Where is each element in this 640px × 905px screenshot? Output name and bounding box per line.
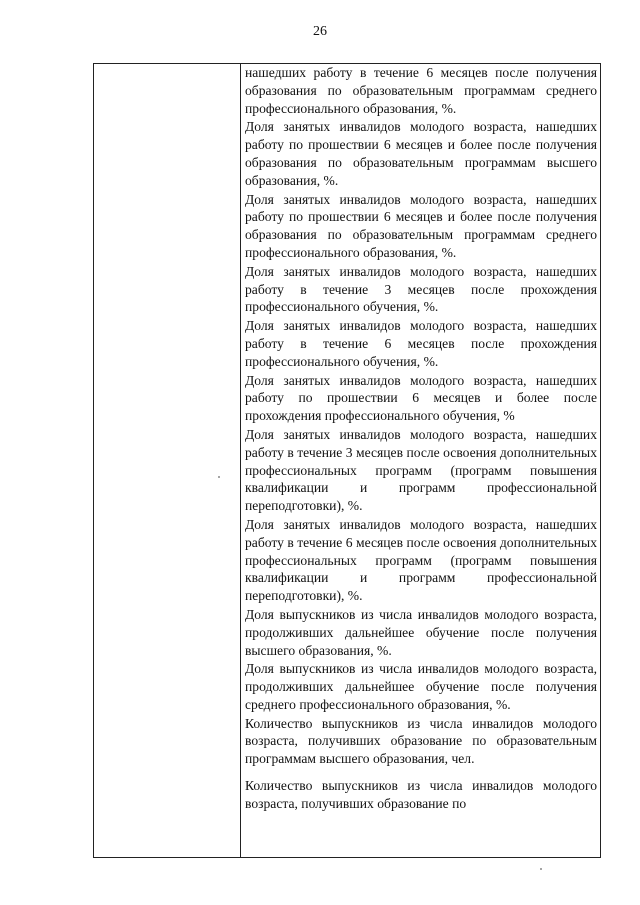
indicator-text: Доля занятых инвалидов молодого возраста, нашедших работу в течение 6 месяцев после освоения дополнительных профессиональных программ (программ повышения квалификации и программ профессиональной переподготовки), %.: [245, 516, 597, 604]
scan-speck: [218, 476, 220, 478]
indicator-text: Доля занятых инвалидов молодого возраста, нашедших работу в течение 3 месяцев после прохождения профессионального обучения, %.: [245, 263, 597, 315]
indicator-text: Доля занятых инвалидов молодого возраста, нашедших работу в течение 3 месяцев после освоения дополнительных профессиональных программ (программ повышения квалификации и программ профессиональной переподготовки), %.: [245, 426, 597, 514]
indicator-text: Доля выпускников из числа инвалидов молодого возраста, продолживших дальнейшее обучение после получения среднего профессионального образования, %.: [245, 661, 597, 712]
page-number: 26: [313, 24, 327, 39]
indicator-text: Доля занятых инвалидов молодого возраста, нашедших работу в течение 6 месяцев после прохождения профессионального обучения, %.: [245, 318, 597, 369]
indicator-text: Доля занятых инвалидов молодого возраста, нашедших работу по прошествии 6 месяцев и более после прохождения профессионального обучения, %: [245, 372, 597, 424]
indicator-text: Количество выпускников из числа инвалидов молодого возраста, получивших образование по образовательным программам высшего образования, чел.: [245, 715, 597, 767]
scan-speck: [540, 868, 542, 870]
table-left-column: [94, 64, 241, 857]
indicator-text: Доля занятых инвалидов молодого возраста, нашедших работу по прошествии 6 месяцев и более после получения образования по образовательным программам среднего профессионального образования, %.: [245, 191, 597, 260]
table-right-column: [242, 64, 600, 857]
indicator-text: Количество выпускников из числа инвалидов молодого возраста, получивших образование по: [245, 778, 597, 811]
indicator-table: [93, 63, 601, 858]
indicator-text: нашедших работу в течение 6 месяцев после получения образования по образовательным программам среднего профессионального образования, %.: [245, 65, 597, 116]
indicator-text: Доля занятых инвалидов молодого возраста, нашедших работу по прошествии 6 месяцев и более после получения образования по образовательным программам высшего образования, %.: [245, 119, 597, 188]
indicator-text: Доля выпускников из числа инвалидов молодого возраста, продолживших дальнейшее обучение после получения высшего образования, %.: [245, 606, 597, 658]
